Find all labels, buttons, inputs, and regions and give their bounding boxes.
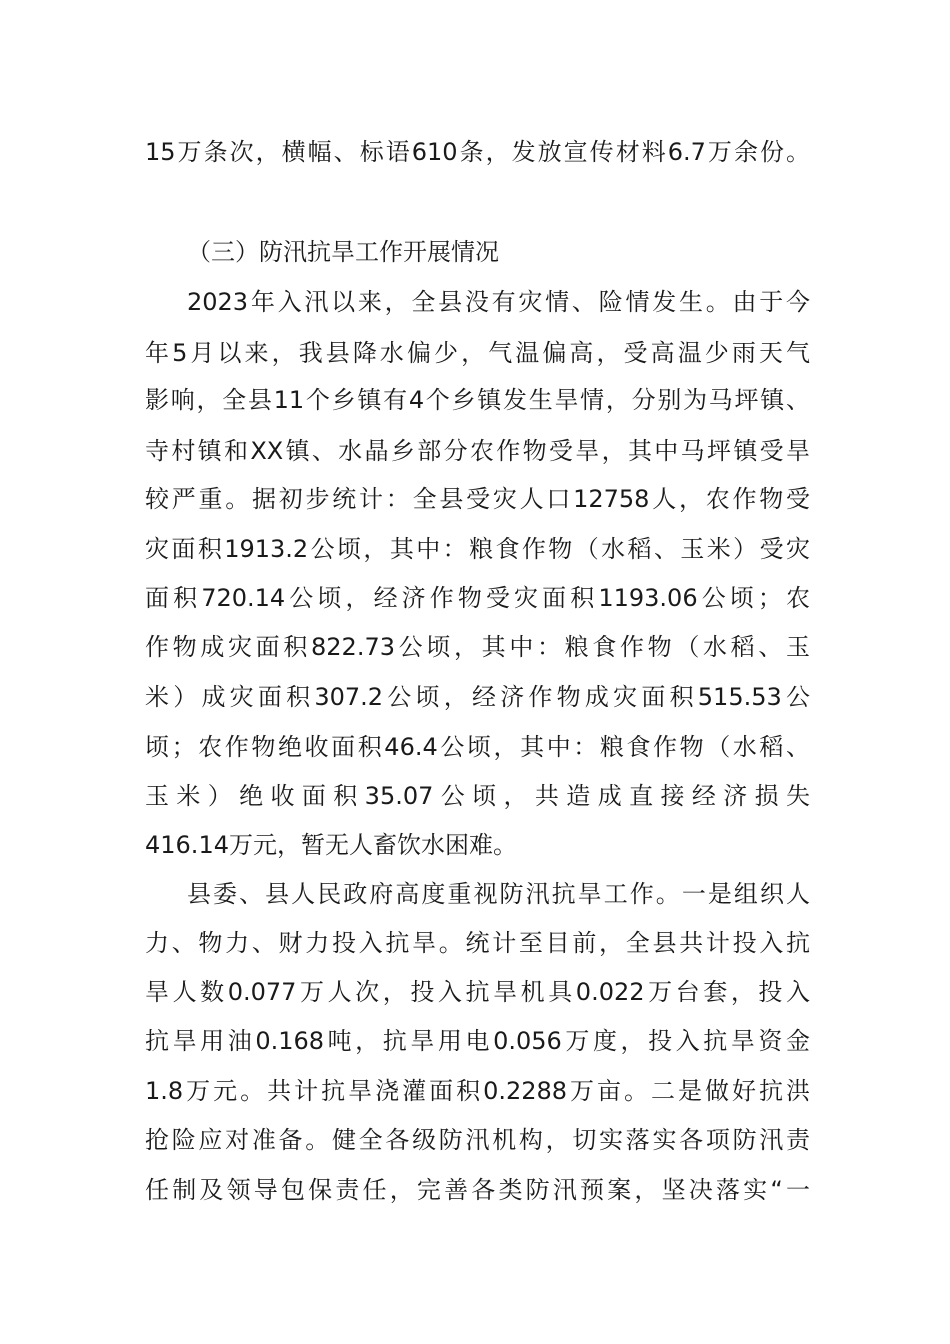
paragraph-line: 灾面积1913.2公顷，其中：粮食作物（水稻、玉米）受灾 (145, 535, 810, 563)
paragraph-line: 面积720.14公顷，经济作物受灾面积1193.06公顷；农 (145, 584, 810, 612)
paragraph-line: 玉米）绝收面积35.07公顷，共造成直接经济损失 (145, 782, 810, 810)
section-heading: （三）防汛抗旱工作开展情况 (187, 238, 499, 266)
paragraph-line: 米）成灾面积307.2公顷，经济作物成灾面积515.53公 (145, 683, 810, 711)
paragraph-line: 力、物力、财力投入抗旱。统计至目前，全县共计投入抗 (145, 929, 810, 957)
paragraph-line: 1.8万元。共计抗旱浇灌面积0.2288万亩。二是做好抗洪 (145, 1077, 810, 1105)
paragraph-line: 影响，全县11个乡镇有4个乡镇发生旱情，分别为马坪镇、 (145, 386, 810, 414)
paragraph-line: 县委、县人民政府高度重视防汛抗旱工作。一是组织人 (187, 880, 810, 908)
paragraph-line: 2023年入汛以来，全县没有灾情、险情发生。由于今 (187, 288, 810, 316)
intro-line: 15万条次，横幅、标语610条，发放宣传材料6.7万余份。 (145, 138, 810, 166)
paragraph-line: 顷；农作物绝收面积46.4公顷，其中：粮食作物（水稻、 (145, 733, 810, 761)
paragraph-line: 寺村镇和XX镇、水晶乡部分农作物受旱，其中马坪镇受旱 (145, 437, 810, 465)
paragraph-line: 任制及领导包保责任，完善各类防汛预案，坚决落实“一 (145, 1176, 810, 1204)
paragraph-line: 年5月以来，我县降水偏少，气温偏高，受高温少雨天气 (145, 339, 810, 367)
paragraph-line: 作物成灾面积822.73公顷，其中：粮食作物（水稻、玉 (145, 633, 810, 661)
paragraph-line: 旱人数0.077万人次，投入抗旱机具0.022万台套，投入 (145, 978, 810, 1006)
paragraph-line: 较严重。据初步统计：全县受灾人口12758人，农作物受 (145, 485, 810, 513)
paragraph-line: 416.14万元，暂无人畜饮水困难。 (145, 831, 517, 859)
paragraph-line: 抗旱用油0.168吨，抗旱用电0.056万度，投入抗旱资金 (145, 1027, 810, 1055)
paragraph-line: 抢险应对准备。健全各级防汛机构，切实落实各项防汛责 (145, 1126, 810, 1154)
